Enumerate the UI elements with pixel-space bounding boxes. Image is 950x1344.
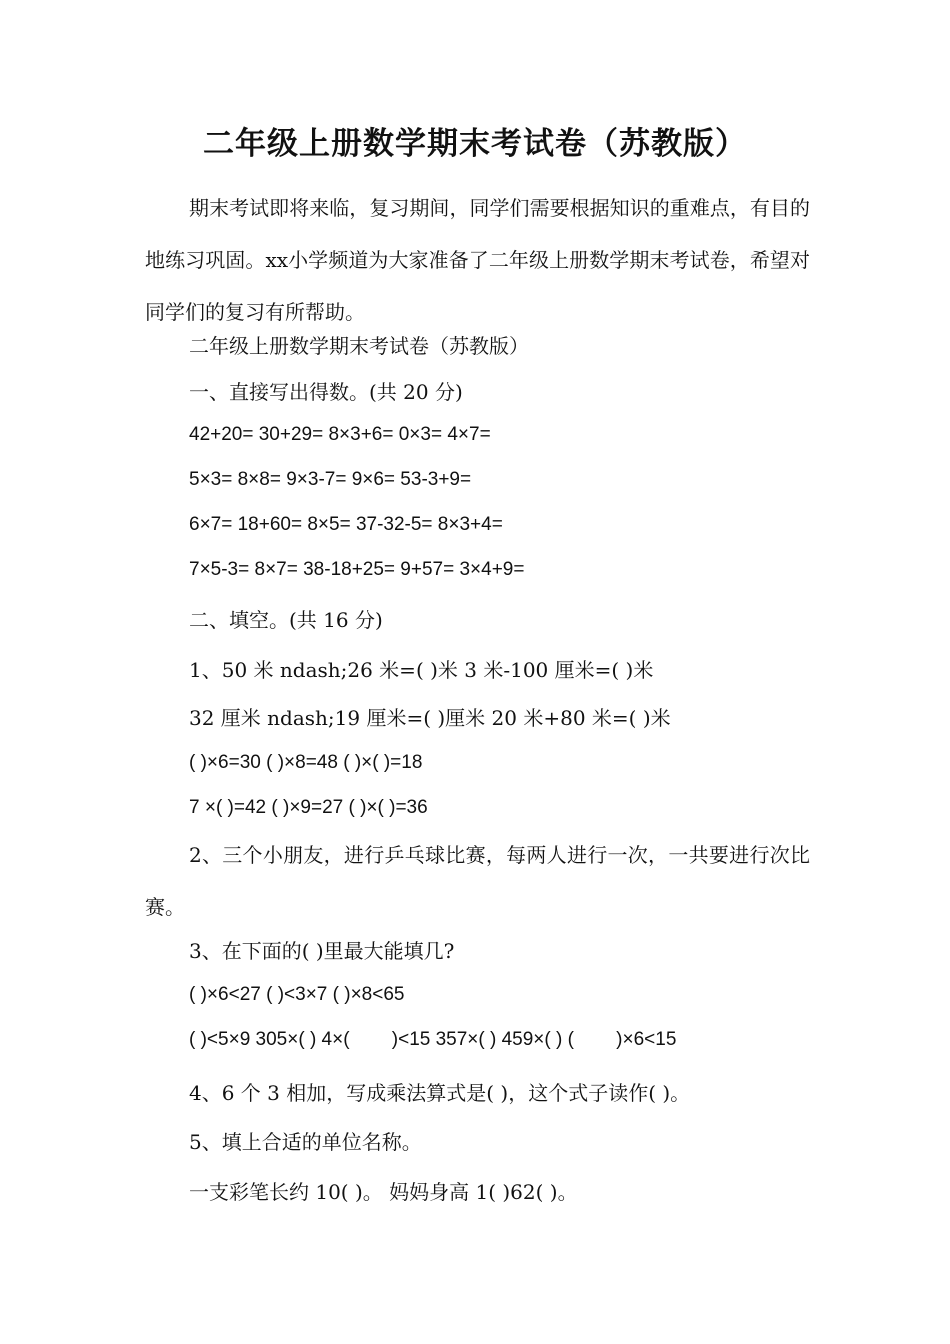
q3-line: ( )×6<27 ( )<3×7 ( )×8<65 bbox=[189, 984, 405, 1005]
q5-line: 一支彩笔长约 10( )。 妈妈身高 1( )62( )。 bbox=[189, 1180, 578, 1204]
q1-line: 1、50 米 ndash;26 米=( )米 3 米-100 厘米=( )米 bbox=[189, 658, 654, 682]
subtitle: 二年级上册数学期末考试卷（苏教版） bbox=[189, 334, 529, 358]
q4-text: 4、6 个 3 相加，写成乘法算式是( )，这个式子读作( )。 bbox=[189, 1081, 691, 1105]
q3-line: ( )<5×9 305×( ) 4×( )<15 357×( ) 459×( ) ( )×6<15 bbox=[189, 1029, 677, 1050]
q3-heading: 3、在下面的( )里最大能填几? bbox=[189, 939, 455, 963]
q5-heading: 5、填上合适的单位名称。 bbox=[189, 1130, 422, 1154]
q1-line: 7 ×( )=42 ( )×9=27 ( )×( )=36 bbox=[189, 797, 428, 818]
calc-row: 7×5-3= 8×7= 38-18+25= 9+57= 3×4+9= bbox=[189, 559, 525, 580]
q2-text: 2、三个小朋友，进行乒乓球比赛，每两人进行一次，一共要进行次比赛。 bbox=[145, 843, 810, 919]
q1-line: ( )×6=30 ( )×8=48 ( )×( )=18 bbox=[189, 752, 423, 773]
calc-row: 6×7= 18+60= 8×5= 37-32-5= 8×3+4= bbox=[189, 514, 503, 535]
intro-text: 期末考试即将来临，复习期间，同学们需要根据知识的重难点，有目的地练习巩固。xx小学频道为大家准备了二年级上册数学期末考试卷，希望对同学们的复习有所帮助。 bbox=[145, 196, 810, 324]
section2-heading: 二、填空。(共 16 分) bbox=[189, 608, 383, 632]
calc-row: 5×3= 8×8= 9×3-7= 9×6= 53-3+9= bbox=[189, 469, 472, 490]
q2-paragraph bbox=[145, 829, 810, 933]
section1-heading: 一、直接写出得数。(共 20 分) bbox=[189, 380, 463, 404]
intro-paragraph bbox=[145, 182, 810, 338]
calc-row: 42+20= 30+29= 8×3+6= 0×3= 4×7= bbox=[189, 424, 491, 445]
document-title: 二年级上册数学期末考试卷（苏教版） bbox=[203, 126, 747, 162]
q1-line: 32 厘米 ndash;19 厘米=( )厘米 20 米+80 米=( )米 bbox=[189, 706, 671, 730]
